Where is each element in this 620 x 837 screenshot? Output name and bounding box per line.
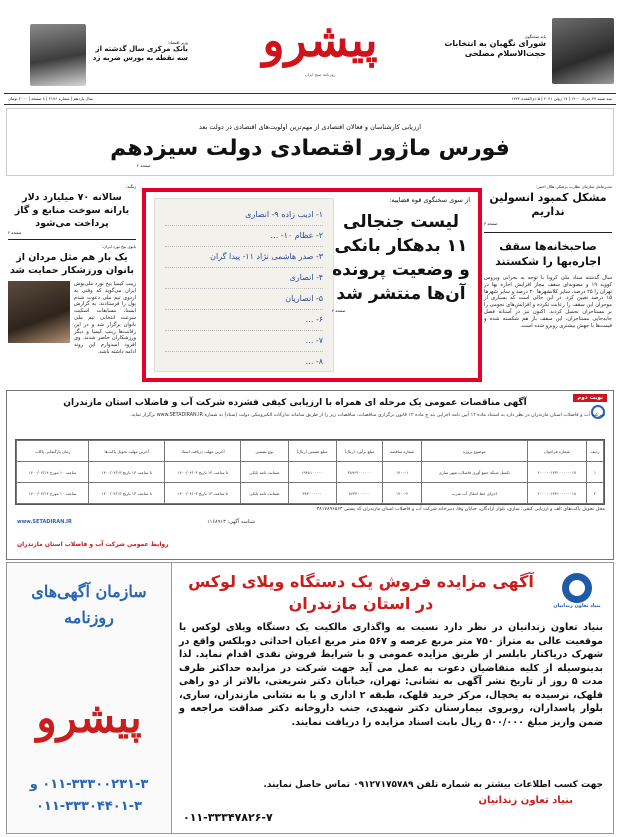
right-kicker1: مدیرعامل سازمان نظارت بزشکی هلال احمر:: [536, 184, 612, 189]
center-frame: [142, 188, 482, 382]
date-line-right: سه شنبه ۲۷ خرداد ۱۴۰۰ | ۱۷ ژوئن ۲۰۲۱ | ۵ ذی‌القعده ۱۴۴۲: [511, 96, 612, 101]
right-headline: [436, 34, 546, 59]
ad-org-logo: پیشرو: [36, 693, 142, 742]
auction-ad: [168, 562, 614, 834]
tender-header-cell: موضوع پروژه: [422, 441, 528, 462]
tender-ad: [6, 390, 614, 560]
tender-cell: ۲۰۰۰۰۰۱۴۳۱۰۰۰۰۰۰۱۷: [527, 462, 586, 483]
logo-text: پیشرو: [262, 13, 378, 67]
tender-cell: اجرای خط انتقال آب شرب: [422, 483, 528, 504]
left-body: زینب کیمیا بیخ نورد ملی‌پوش ایران می‌گوید که وقتی به اردوی تیم ملی دعوت شدم پول را فرستادند. به گزارش ایسنا، مسابقات اسکیت سرعت انتخابی تیم ملی بانوان برگزار شد و در این رقابت‌ها زینب کیمیا و دیگر ورزشکاران حاضر شدند. وی افزود امیدوارم این روند ادامه داشته باشد.: [74, 281, 136, 355]
right-portrait: [552, 18, 614, 84]
tender-cell: ۲: [586, 483, 603, 504]
ad-org-box: [6, 562, 172, 834]
tender-header-cell: ردیف: [586, 441, 603, 462]
right-page-ref1: صفحه ۳: [484, 221, 498, 226]
left-portrait: [30, 24, 86, 86]
left-column: [8, 184, 136, 384]
auction-signature: بنیاد تعاون زندانیان: [478, 795, 573, 806]
left-photo-row: [8, 281, 136, 355]
tender-table: [15, 439, 605, 505]
lead-kicker: ارزیابی کارشناسان و فعالان اقتصادی از مهم‌ترین اولویت‌های اقتصادی در دولت بعد: [198, 123, 422, 131]
left-headline2: یک بار هم مثل مردان از بانوان ورزشکار حمایت شد: [10, 252, 134, 276]
tender-site: www.SETADIRAN.IR: [17, 519, 72, 525]
right-divider: [484, 232, 612, 233]
lead-story: [6, 108, 614, 176]
tender-row: [17, 483, 604, 504]
tender-header-cell: شماره مناقصه: [383, 441, 422, 462]
left-divider: [8, 239, 136, 240]
tender-cell: ۱: [586, 462, 603, 483]
tender-header-cell: مبلغ برآورد (ریال): [336, 441, 383, 462]
tender-header-cell: نوع تضمین: [241, 441, 288, 462]
tender-intro: شرکت آب و فاضلاب استان مازندران در نظر دارد به استناد ماده ۱۲ آیین نامه اجرایی بند ج ماده ۱۲ قانون برگزاری مناقصات، مناقصات زیر را از طریق سامانه تدارکات الکترونیکی دولت (ستاد) به شماره www.SETADIRAN.IR برگزار نماید.: [130, 413, 605, 418]
left-kicker1: زنگنه:: [126, 184, 136, 189]
tender-footer2: روابط عمومی شرکت آب و فاضلاب استان مازندران: [17, 541, 169, 548]
tender-footer3: شناسه آگهی: ۱۱۶۸۹۱۳: [207, 519, 256, 525]
tender-cell: تا ساعت ۱۳ تاریخ ۱۴۰۰/۰۴/۰۳: [165, 483, 241, 504]
right-body: سال گذشته ستاد ملی کرونا با توجه به بحرانی ویروس کووید ۱۹ و مصوبه‌ای سقف مجاز افزایش اجاره بها در تهران را ۲۵ درصد، سایر کلانشهرها ۲۰ درصد و سایر شهرها ۱۵ درصد تعیین کرد. در این حالی است که بسیاری از موجران این سقف را رعایت نکرده و افزایش‌های نجومی را بر مستاجران تحمیل کردند. اکنون نیز در آستانه فصل جابه‌جایی مستاجران، این سقف باز هم شکسته شده و قیمت‌ها با جهش بیشتری روبرو شده است.: [484, 275, 612, 329]
note-line: ۷- …: [165, 331, 323, 352]
ad-org-title: سازمان آگهی‌های روزنامه: [31, 582, 147, 627]
tender-cell: ۳۸۹۶۲۰۰۰۰۰۰: [336, 462, 383, 483]
logo: [250, 0, 390, 77]
auction-body: بنیاد تعاون زندانیان در نظر دارد نسبت به واگذاری مالکیت یک دستگاه ویلای لوکس با موقعیت عالی به متراژ ۷۵۰ متر مربع عرصه و ۵۶۷ متر مربع اعیان احداثی دوبلکس واقع در شهرک دریاکنار بابلسر از طریق مزایده عمومی و با شرایط فروش نقدی اقدام نماید. لذا بدینوسیله از کلیه متقاضیان دعوت به عمل می آید جهت شرکت در مزایده حداکثر ظرف مدت ۵ روز از تاریخ نشر آگهی به نشانی: تهران، خیابان دکتر شریعتی، بالاتر از دو راهی قلهک، نرسیده به یخچال، مرکز خرید قلهک، طبقه ۲ اداری و یا به نشانی مازندران، ساری، بلوار پاسداران، روبروی بیمارستان دکتر شهیدی، جنب داروخانه دکتر صداقت مراجعه و ضمن واریز مبلغ ۵۰۰/۰۰۰ ریال بابت اسناد مزایده را دریافت نمایند.: [179, 622, 603, 728]
note-line: ۵- انصاریان: [165, 289, 323, 310]
right-headline2: صاحبخانه‌ها سقف اجاره‌بها را شکستند: [495, 240, 601, 268]
note-lines: [155, 199, 333, 378]
right-headline-text: شورای نگهبان به انتخابات حجت‌الاسلام مصلحی: [444, 39, 546, 58]
tender-header-cell: زمان بازگشایی پاکات: [17, 441, 89, 462]
center-text: [332, 196, 470, 313]
tender-cell: ساعت ۱۰ مورخ ۱۴۰۰/۰۴/۱۴: [17, 483, 89, 504]
tender-cell: ضمانت نامه بانکی: [241, 483, 288, 504]
lead-headline: فورس ماژور اقتصادی دولت سیزدهم: [110, 136, 510, 161]
tender-cell: ۱۴۰۰-۲: [383, 483, 422, 504]
date-strip: [4, 93, 616, 105]
tender-header-cell: شماره فراخوان: [527, 441, 586, 462]
tender-cell: تا ساعت ۱۳ تاریخ ۱۴۰۰/۰۴/۰۳: [165, 462, 241, 483]
tender-cell: ضمانت نامه بانکی: [241, 462, 288, 483]
left-headline-text: بانک مرکزی سال گذشته از سه نقطه به بورس ضربه زد: [92, 45, 188, 62]
note-line: ۶- …: [165, 310, 323, 331]
note-line: ۱- ادیب زاده ۹- انصاری: [165, 205, 323, 226]
tender-header-cell: آخرین مهلت دریافت اسناد: [165, 441, 241, 462]
note-line: ۸- …: [305, 357, 323, 366]
auction-title: آگهی مزایده فروش یک دستگاه ویلای لوکس در استان مازندران: [188, 572, 534, 613]
athlete-photo: [8, 281, 70, 343]
note-line: ۳- صدر هاشمی نژاد ۱۱- پیدا گران: [165, 247, 323, 268]
date-line-left: سال یازدهم | شماره ۴۱۷۶ | ۸ صفحه | ۲۰۰۰ تومان: [8, 96, 93, 101]
masthead: [0, 0, 620, 103]
note-line: ۲- عظام ۱۰- …: [165, 226, 323, 247]
tender-footer1: محل تحویل پاکت‌های الف و ارزیابی کیفی: ساری، بلوار آزادگان، خیابان وفا، دبیرخانه شرکت آب و فاضلاب استان مازندران کد پستی ۴۸۱۷۸۹۶۵۶۳: [316, 507, 605, 512]
auction-phone: ۰۱۱-۳۳۳۴۷۸۲۶-۷: [183, 811, 273, 824]
ad-org-phone1: ۰۱۱-۳۳۳۰۰۲۳۱-۳ و: [29, 777, 149, 792]
tender-badge: نوبت دوم: [573, 394, 607, 402]
tender-row: [17, 462, 604, 483]
tender-cell: ۱۴۰۰-۱: [383, 462, 422, 483]
tender-header-cell: آخرین مهلت تحویل پاکت‌ها: [89, 441, 165, 462]
center-page-ref: صفحه ۲: [332, 308, 346, 313]
left-page-ref1: صفحه ۲: [8, 230, 22, 235]
ad-org-phone2: ۰۱۱-۳۳۳۰۴۴۰۱-۳: [35, 799, 142, 814]
left-kicker2: بانوی بیخ نورد ایران:: [101, 244, 136, 249]
tender-title: آگهی مناقصات عمومی یک مرحله ای همراه با ارزیابی کیفی فشرده شرکت آب و فاضلاب استان مازندران: [63, 398, 527, 408]
auction-logo-label: بنیاد تعاون زندانیان: [553, 603, 601, 609]
note-line: ۴- انصاری: [165, 268, 323, 289]
tender-cell: تا ساعت ۱۳ تاریخ ۱۴۰۰/۰۴/۱۳: [89, 483, 165, 504]
handwritten-note: [154, 198, 334, 372]
lead-page-ref: صفحه ۲: [137, 163, 151, 168]
left-headline-kicker: وزیر اقتصاد:: [167, 40, 188, 45]
center-headline: لیست جنجالی ۱۱ بدهکار بانکی و وضعیت پرونده آن‌ها منتشر شد: [332, 212, 470, 304]
tender-cell: ۳۸۳۰۰۰۰۰۰: [288, 483, 336, 504]
tender-cell: ساعت ۱۰ مورخ ۱۴۰۰/۰۴/۱۴: [17, 462, 89, 483]
left-headline1: سالانه ۷۰ میلیارد دلار یارانه سوخت منابع و گاز پرداخت می‌شود: [14, 192, 130, 229]
right-headline1: مشکل کمبود انسولین نداریم: [489, 191, 607, 218]
tender-cell: تکمیل شبکه جمع آوری فاضلاب شهر ساری: [422, 462, 528, 483]
foundation-icon: [562, 573, 592, 603]
tender-cell: تا ساعت ۱۳ تاریخ ۱۴۰۰/۰۴/۱۳: [89, 462, 165, 483]
tagline: روزنامه صبح ایران: [304, 72, 336, 77]
tender-header-row: [17, 441, 604, 462]
tender-cell: ۱۹۴۸۱۰۰۰۰۰: [288, 462, 336, 483]
auction-logo: [551, 573, 603, 610]
right-column: [484, 184, 612, 384]
center-kicker: از سوی سخنگوی قوه قضاییه:: [389, 196, 470, 204]
left-headline: [88, 40, 188, 63]
tender-cell: ۲۰۰۰۰۰۱۴۳۱۰۰۰۰۰۰۱۸: [527, 483, 586, 504]
tender-cell: ۷۶۴۳۰۰۰۰۰۰: [336, 483, 383, 504]
auction-contact: جهت کسب اطلاعات بیشتر به شماره تلفن ۰۹۱۲۷۱۷۵۷۸۹ تماس حاصل نمایند.: [263, 780, 603, 790]
tender-header-cell: مبلغ تضمین (ریال): [288, 441, 336, 462]
right-headline-kicker: پایه سخنگوی: [524, 34, 546, 39]
